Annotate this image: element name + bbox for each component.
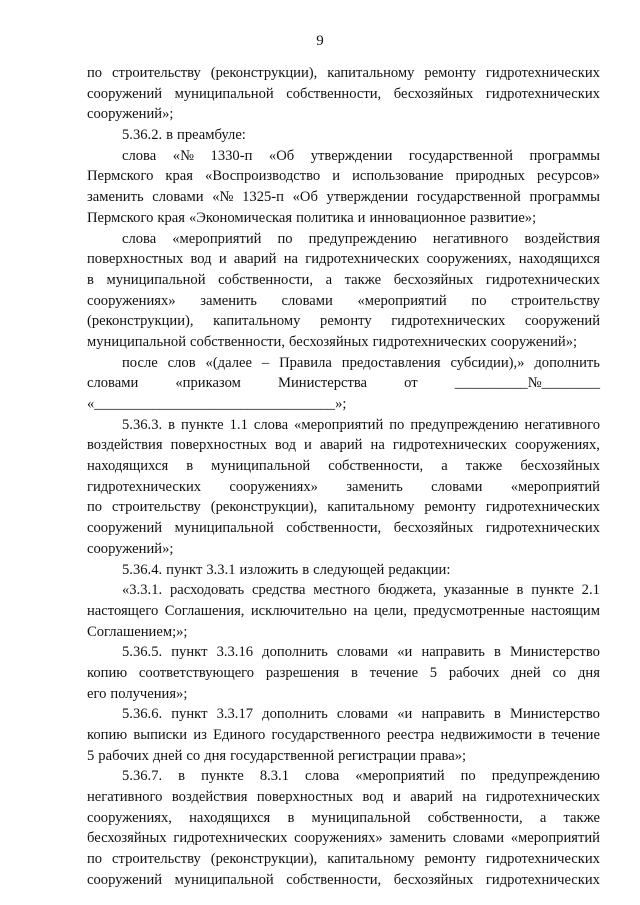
word: капитальному bbox=[213, 313, 301, 330]
word: копию bbox=[87, 727, 128, 743]
word: гидротехнических bbox=[485, 871, 600, 888]
word: инновационное bbox=[369, 209, 466, 226]
word: заменить bbox=[389, 830, 447, 847]
word: __________№________ bbox=[454, 375, 600, 392]
text-line bbox=[87, 291, 600, 312]
word: 5.36.3. bbox=[122, 416, 163, 433]
word: в bbox=[493, 706, 501, 723]
word: вод bbox=[362, 789, 384, 806]
word: предусмотренные bbox=[413, 602, 525, 619]
word: рабочих bbox=[98, 747, 149, 764]
text-line bbox=[87, 125, 600, 146]
word: ремонту bbox=[424, 65, 476, 81]
word: в bbox=[350, 664, 358, 681]
word: недвижимости bbox=[440, 727, 533, 743]
text-line bbox=[87, 642, 600, 663]
word: словами bbox=[431, 478, 483, 495]
word: словами bbox=[87, 375, 139, 392]
word: со bbox=[552, 664, 567, 681]
word: 8.3.1 bbox=[259, 768, 289, 785]
text-line bbox=[87, 518, 600, 539]
word: бесхозяйных bbox=[393, 271, 474, 288]
word: 1.1 bbox=[229, 416, 248, 433]
word: по bbox=[277, 230, 293, 247]
word: настоящим bbox=[530, 602, 600, 619]
word: течение bbox=[369, 664, 419, 681]
word: «мероприятий bbox=[172, 230, 262, 247]
word: выписки bbox=[133, 727, 188, 743]
text-line bbox=[87, 808, 600, 829]
word: по bbox=[460, 768, 476, 785]
word: 5 bbox=[87, 747, 95, 764]
word: государственной bbox=[230, 747, 335, 764]
word: также bbox=[563, 809, 600, 826]
word: его bbox=[87, 685, 107, 702]
word: в bbox=[516, 582, 524, 599]
word: исключительно bbox=[250, 602, 347, 619]
text-line bbox=[87, 270, 600, 291]
word: «мероприятий bbox=[510, 830, 600, 847]
word: бесхозяйных bbox=[393, 85, 474, 102]
word: настоящего bbox=[87, 602, 159, 619]
word: собственности, bbox=[286, 85, 382, 102]
word: словами bbox=[452, 830, 505, 847]
word: гидротехнических bbox=[485, 520, 600, 537]
word: «Экономическая bbox=[188, 209, 293, 226]
word: сооружений bbox=[87, 520, 163, 537]
word: муниципальной bbox=[211, 458, 311, 475]
text-line bbox=[87, 746, 600, 767]
word: «3.3.1. bbox=[122, 582, 163, 599]
word: программы bbox=[529, 189, 600, 206]
word: сооружениях, bbox=[426, 251, 512, 268]
word: слова bbox=[122, 147, 157, 164]
text-line bbox=[87, 601, 600, 622]
word: в bbox=[287, 809, 295, 826]
text-line bbox=[87, 373, 600, 394]
word: слов bbox=[167, 354, 196, 371]
word: «мероприятий bbox=[294, 416, 384, 433]
word: по bbox=[389, 416, 405, 433]
word: от bbox=[404, 375, 418, 392]
word: находящихся bbox=[189, 809, 271, 826]
word: гидротехнических bbox=[372, 333, 487, 350]
word: гидротехнических bbox=[392, 437, 507, 454]
word: а bbox=[441, 458, 448, 475]
text-line bbox=[87, 332, 600, 353]
word: (реконструкции), bbox=[210, 851, 318, 868]
word: (реконструкции), bbox=[210, 499, 318, 516]
word: гидротехнических bbox=[485, 65, 600, 81]
word: права»; bbox=[419, 747, 467, 764]
word: дней bbox=[152, 747, 183, 764]
word: капитальному bbox=[327, 65, 415, 81]
text-line bbox=[87, 415, 600, 436]
word: политика bbox=[296, 209, 354, 226]
word: и bbox=[332, 168, 341, 185]
word: муниципальной bbox=[174, 520, 274, 537]
word: утверждении bbox=[326, 189, 409, 206]
word: реестра bbox=[386, 727, 435, 743]
word: Министерство bbox=[510, 644, 600, 661]
word: негативного bbox=[432, 230, 509, 247]
text-line bbox=[87, 229, 600, 250]
word: сооружениях» bbox=[87, 292, 176, 309]
word: по bbox=[471, 292, 487, 309]
word: аварий bbox=[410, 789, 453, 806]
text-line bbox=[87, 353, 600, 374]
word: сооружений»; bbox=[87, 540, 174, 557]
word: предупреждению bbox=[410, 416, 519, 433]
word: сооружений»; bbox=[490, 333, 578, 350]
word: 1325-п bbox=[242, 189, 284, 206]
word: бюджета, bbox=[378, 582, 437, 599]
word: слова bbox=[122, 230, 157, 247]
word: течение bbox=[551, 727, 600, 743]
word: в bbox=[538, 727, 546, 743]
word: собственности, bbox=[286, 520, 382, 537]
word: – bbox=[261, 354, 270, 371]
word: из bbox=[193, 727, 207, 743]
word: сооружениях» bbox=[229, 478, 318, 495]
text-line bbox=[87, 787, 600, 808]
word: словами bbox=[152, 189, 204, 206]
word: регистрации bbox=[338, 747, 416, 764]
word: (реконструкции), bbox=[87, 313, 194, 330]
word: указанные bbox=[443, 582, 509, 599]
word: поверхностных bbox=[87, 251, 184, 268]
text-line bbox=[87, 311, 600, 332]
word: и bbox=[393, 789, 401, 806]
word: дополнить bbox=[262, 706, 328, 723]
word: сооружений»; bbox=[87, 106, 174, 123]
word: в bbox=[493, 644, 501, 661]
word: капитальному bbox=[327, 851, 415, 868]
word: бесхозяйных bbox=[393, 520, 474, 537]
word: собственности, bbox=[190, 333, 285, 350]
page-number: 9 bbox=[316, 33, 324, 49]
word: гидротехнических bbox=[485, 851, 600, 868]
word: 5.36.5. bbox=[122, 644, 163, 661]
word: Министерства bbox=[277, 375, 368, 392]
word: изложить bbox=[239, 561, 299, 578]
word: слова bbox=[305, 768, 340, 785]
word: после bbox=[122, 354, 158, 371]
word: рабочих bbox=[448, 664, 500, 681]
text-line bbox=[87, 704, 600, 725]
word: в bbox=[178, 768, 186, 785]
word: Правила bbox=[279, 354, 332, 371]
word: 5 bbox=[429, 664, 438, 681]
word: государственного bbox=[271, 727, 381, 743]
word: со bbox=[186, 747, 201, 764]
word: гидротехнических bbox=[485, 499, 600, 516]
word: Единого bbox=[213, 727, 266, 743]
word: сооружений bbox=[87, 85, 163, 102]
word: дня bbox=[577, 664, 600, 681]
word: аварий bbox=[319, 437, 363, 454]
word: 5.36.6. bbox=[122, 706, 163, 723]
word: находящихся bbox=[87, 458, 169, 475]
word: и bbox=[357, 209, 366, 226]
word: в bbox=[166, 127, 174, 144]
word: собственности, bbox=[427, 809, 523, 826]
word: ремонту bbox=[424, 851, 476, 868]
text-line bbox=[87, 166, 600, 187]
text-line bbox=[87, 249, 600, 270]
word: 3.3.16 bbox=[216, 644, 254, 661]
word: негативного bbox=[87, 789, 163, 806]
word: заменить bbox=[200, 292, 257, 309]
word: бесхозяйных bbox=[87, 830, 167, 847]
word: 2.1 bbox=[581, 582, 600, 599]
word: дополнить bbox=[534, 354, 600, 371]
word: словами bbox=[281, 292, 333, 309]
word: гидротехнических bbox=[485, 271, 600, 288]
text-line bbox=[87, 539, 600, 560]
word: на bbox=[370, 437, 385, 454]
text-line bbox=[87, 580, 600, 601]
word: бесхозяйных bbox=[288, 333, 369, 350]
word: пункт bbox=[171, 706, 208, 723]
word: воздействия bbox=[171, 789, 248, 806]
word: строительству bbox=[112, 499, 201, 516]
word: местного bbox=[313, 582, 371, 599]
text-line bbox=[87, 870, 600, 891]
word: предупреждению bbox=[491, 768, 600, 785]
word: слова bbox=[253, 416, 289, 433]
text-line bbox=[87, 622, 600, 643]
text-line bbox=[87, 828, 600, 849]
word: «мероприятий bbox=[357, 292, 447, 309]
word: Пермского bbox=[87, 168, 154, 185]
word: соответствующего bbox=[138, 664, 255, 681]
word: находящихся bbox=[518, 251, 600, 268]
word: сооружениях, bbox=[514, 437, 600, 454]
word: гидротехнических bbox=[173, 830, 288, 847]
word: «(далее bbox=[205, 354, 252, 371]
word: 5.36.4. bbox=[122, 561, 163, 578]
word: копию bbox=[87, 664, 128, 681]
text-line bbox=[87, 394, 600, 415]
word: «Об bbox=[292, 189, 318, 206]
text-line bbox=[87, 435, 600, 456]
word: следующей bbox=[313, 561, 385, 578]
word: гидротехнических bbox=[391, 313, 506, 330]
word: также bbox=[465, 458, 503, 475]
word: природных bbox=[455, 168, 525, 185]
word: бесхозяйных bbox=[393, 871, 474, 888]
word: 3.3.1 bbox=[206, 561, 236, 578]
text-line bbox=[87, 725, 600, 746]
word: 5.36.2. bbox=[122, 127, 163, 144]
word: «мероприятий bbox=[510, 478, 600, 495]
word: Министерство bbox=[510, 706, 600, 723]
word: «мероприятий bbox=[355, 768, 445, 785]
word: развитие»; bbox=[469, 209, 537, 226]
word: редакции: bbox=[388, 561, 451, 578]
word: ремонту bbox=[320, 313, 372, 330]
text-line bbox=[87, 208, 600, 229]
word: дополнить bbox=[262, 644, 328, 661]
word: строительству bbox=[112, 65, 201, 81]
word: «и bbox=[397, 706, 413, 723]
document-body bbox=[87, 63, 600, 891]
word: на bbox=[462, 789, 477, 806]
word: «и bbox=[397, 644, 413, 661]
word: вод bbox=[274, 437, 296, 454]
word: дней bbox=[511, 664, 541, 681]
word: дня bbox=[204, 747, 227, 764]
word: разрешения bbox=[265, 664, 340, 681]
word: негативного bbox=[524, 416, 600, 433]
word: государственной bbox=[416, 189, 521, 206]
word: в bbox=[168, 416, 176, 433]
word: строительству bbox=[112, 851, 201, 868]
word: ремонту bbox=[424, 499, 476, 516]
word: ресурсов» bbox=[536, 168, 600, 185]
word: на bbox=[353, 602, 368, 619]
word: сооружений bbox=[87, 871, 163, 888]
word: в bbox=[302, 561, 310, 578]
word: края bbox=[157, 209, 185, 226]
word: гидротехнических bbox=[305, 251, 420, 268]
text-line bbox=[87, 187, 600, 208]
word: пункте bbox=[180, 416, 224, 433]
word: цели, bbox=[373, 602, 408, 619]
text-line bbox=[87, 84, 600, 105]
word: поверхностных bbox=[256, 789, 354, 806]
word: «№ bbox=[172, 147, 194, 164]
word: собственности, bbox=[328, 458, 424, 475]
word: использование bbox=[352, 168, 444, 185]
text-line bbox=[87, 684, 600, 705]
word: вод bbox=[190, 251, 212, 268]
word: края bbox=[165, 168, 193, 185]
word: гидротехнических bbox=[485, 85, 600, 102]
text-line bbox=[87, 849, 600, 870]
word: по bbox=[87, 499, 103, 516]
word: «№ bbox=[212, 189, 234, 206]
word: сооружениях, bbox=[87, 809, 172, 826]
word: Соглашения, bbox=[164, 602, 245, 619]
text-line bbox=[87, 663, 600, 684]
word: сооружениях» bbox=[294, 830, 383, 847]
word: получения»; bbox=[110, 685, 188, 702]
word: «Воспроизводство bbox=[205, 168, 321, 185]
word: воздействия bbox=[524, 230, 600, 247]
word: Соглашением;»; bbox=[87, 623, 188, 640]
text-line bbox=[87, 456, 600, 477]
word: программы bbox=[529, 147, 600, 164]
word: «приказом bbox=[175, 375, 241, 392]
word: средства bbox=[251, 582, 306, 599]
word: пункте bbox=[531, 582, 574, 599]
word: пункт bbox=[171, 644, 208, 661]
word: муниципальной bbox=[311, 809, 411, 826]
word: а bbox=[539, 809, 547, 826]
word: воздействия bbox=[87, 437, 163, 454]
word: бесхозяйных bbox=[520, 458, 600, 475]
word: словами bbox=[336, 706, 389, 723]
word: муниципальной bbox=[106, 271, 206, 288]
word: по bbox=[87, 65, 103, 81]
word: аварий bbox=[233, 251, 277, 268]
word: государственной bbox=[408, 147, 513, 164]
word: заменить bbox=[87, 189, 144, 206]
word: а bbox=[325, 271, 333, 288]
word: (реконструкции), bbox=[210, 65, 318, 81]
word: направить bbox=[421, 706, 485, 723]
word: утверждении bbox=[310, 147, 393, 164]
word: преамбуле: bbox=[177, 127, 246, 144]
word: поверхностных bbox=[170, 437, 267, 454]
word: по bbox=[87, 851, 103, 868]
text-line bbox=[87, 146, 600, 167]
word: субсидии),» bbox=[450, 354, 525, 371]
word: направить bbox=[421, 644, 485, 661]
word: в bbox=[186, 458, 194, 475]
word: гидротехнических bbox=[87, 478, 202, 495]
text-line bbox=[87, 63, 600, 84]
word: «Об bbox=[268, 147, 295, 164]
text-line bbox=[87, 104, 600, 125]
word: сооружений bbox=[524, 313, 600, 330]
word: 5.36.7. bbox=[122, 768, 163, 785]
word: 1330-п bbox=[210, 147, 253, 164]
word: 3.3.17 bbox=[216, 706, 254, 723]
word: и bbox=[304, 437, 312, 454]
word: расходовать bbox=[169, 582, 245, 599]
word: собственности, bbox=[218, 271, 314, 288]
word: пункте bbox=[201, 768, 244, 785]
word: муниципальной bbox=[174, 871, 274, 888]
word: строительству bbox=[511, 292, 600, 309]
text-line bbox=[87, 560, 600, 581]
word: заменить bbox=[346, 478, 403, 495]
word: муниципальной bbox=[174, 85, 274, 102]
word: капитальному bbox=[327, 499, 415, 516]
word: Пермского bbox=[87, 209, 154, 226]
word: в bbox=[87, 271, 94, 288]
word: собственности, bbox=[286, 871, 382, 888]
text-line bbox=[87, 477, 600, 498]
word: «_________________________________»; bbox=[87, 396, 347, 412]
word: муниципальной bbox=[87, 333, 187, 350]
word: словами bbox=[336, 644, 389, 661]
word: на bbox=[283, 251, 299, 268]
text-line bbox=[87, 497, 600, 518]
word: предупреждению bbox=[308, 230, 417, 247]
word: гидротехнических bbox=[485, 789, 600, 806]
word: пункт bbox=[166, 561, 203, 578]
word: и bbox=[218, 251, 227, 268]
word: также bbox=[344, 271, 382, 288]
word: предоставления bbox=[341, 354, 441, 371]
text-line bbox=[87, 766, 600, 787]
